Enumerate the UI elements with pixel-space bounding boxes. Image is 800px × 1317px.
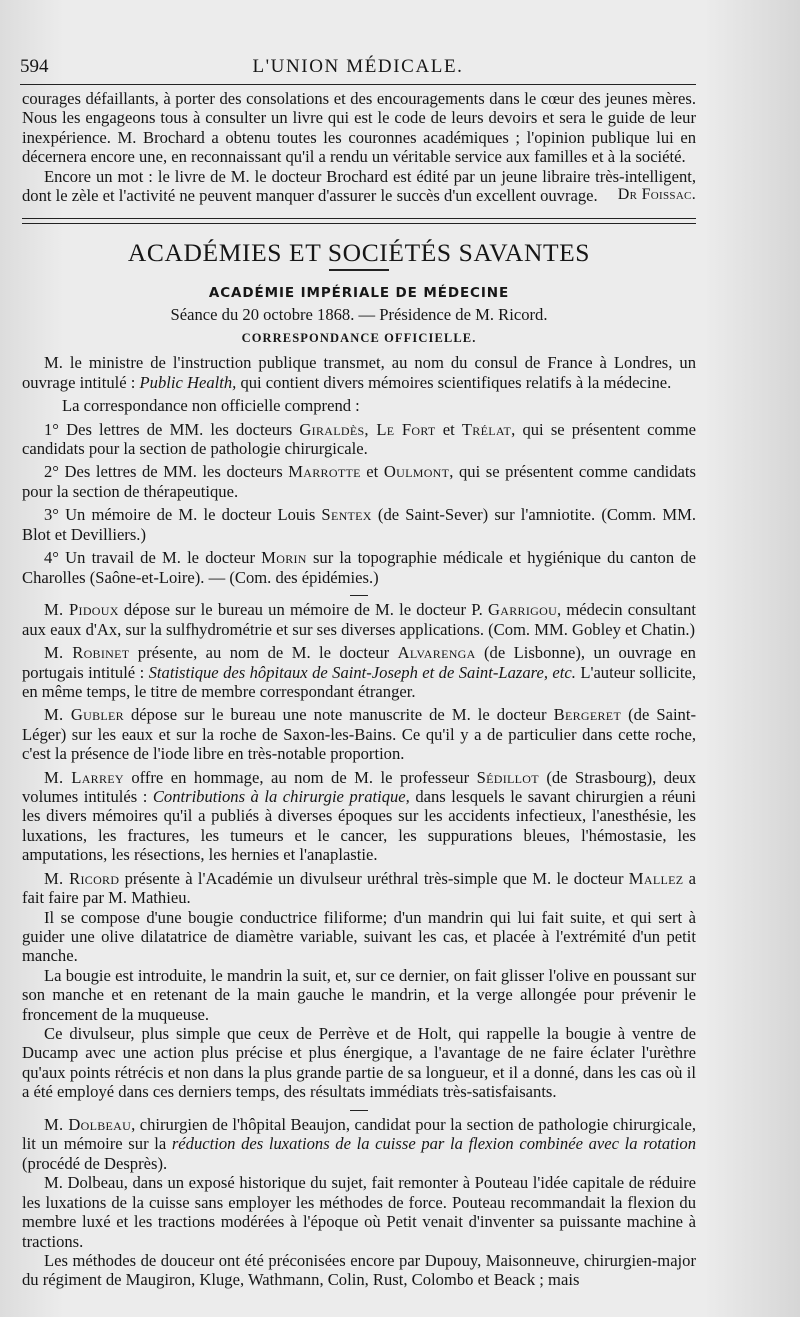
device-advantages: Ce divulseur, plus simple que ceux de Perrève et de Holt, qui rappelle la bougie à ventre de Ducamp avec une action plus précise et plus énergique, a l'avantage de ne faire éclater l'urèthre qu'aux points rétrécis et non dans la plus grande partie de sa longueur, et il a donné, dans les cas où il a été employé dans ces derniers temps, des résultats immédiats très-satisfaisants. bbox=[22, 1023, 696, 1102]
dolbeau-methods: Les méthodes de douceur ont été préconisées encore par Dupouy, Maisonneuve, chirurgien-major du régiment de Maugiron, Kluge, Wathmann, Colin, Rust, Colombo et Beack ; mais bbox=[22, 1250, 696, 1290]
minister-paragraph: M. le ministre de l'instruction publique transmet, au nom du consul de France à Londres, un ouvrage intitulé : Public Health, qui contient divers mémoires scientifiques relatifs à la médecine. bbox=[22, 353, 696, 392]
title-rule bbox=[329, 269, 389, 271]
ricord-paragraph: M. Ricord présente à l'Académie un divulseur uréthral très-simple que M. le docteur Mallez a fait faire par M. Mathieu. bbox=[22, 868, 697, 908]
device-description: Il se compose d'une bougie conductrice filiforme; d'un mandrin qui lui fait suite, et qui sert à guider une olive dilatatrice de diamètre variable, suivant les cas, et placée à l'extrémité d'un petit manche. bbox=[22, 907, 696, 966]
robinet-paragraph: M. Robinet présente, au nom de M. le docteur Alvarenga (de Lisbonne), un ouvrage en portugais intitulé : Statistique des hôpitaux de Saint-Joseph et de Saint-Lazare, etc. L'auteur sollicite, en même temps, le titre de membre correspondant étranger. bbox=[22, 643, 696, 702]
device-usage: La bougie est introduite, le mandrin la suit, et, sur ce dernier, on fait glisser l'olive en poussant sur son manche et en retenant de la main gauche le mandrin, et la verge allongée pour prévenir le froncement de la muqueuse. bbox=[22, 965, 696, 1024]
correspondence-heading: CORRESPONDANCE OFFICIELLE. bbox=[241, 331, 477, 346]
separator-rule-2 bbox=[350, 1110, 368, 1112]
running-title: L'UNION MÉDICALE. bbox=[252, 56, 464, 77]
larrey-paragraph: M. Larrey offre en hommage, au nom de M. le professeur Sédillot (de Strasbourg), deux volumes intitulés : Contributions à la chirurgie pratique, dans lesquels le savant chirurgien a réuni les divers mémoires qu'il a publiés à diverses époques sur les accidents infectieux, l'anesthésie, les luxations, les fractures, les tumeurs et le cancer, les suppurations bleues, l'hémostasie, les amputations, les résections, les hernies et l'anaplastie. bbox=[22, 767, 697, 865]
correspondence-item-2: 2° Des lettres de MM. les docteurs Marrotte et Oulmont, qui se présentent comme candidats pour la section de thérapeutique. bbox=[22, 462, 696, 501]
correspondence-item-1: 1° Des lettres de MM. les docteurs Giraldès, Le Fort et Trélat, qui se présentent comme candidats pour la section de pathologie chirurgicale. bbox=[22, 419, 696, 459]
page-number: 594 bbox=[20, 56, 49, 77]
author-signature: Dr Foissac. bbox=[617, 186, 696, 204]
dolbeau-history: M. Dolbeau, dans un exposé historique du sujet, fait remonter à Pouteau l'idée capitale de réduire les luxations de la cuisse sans employer les méthodes de force. Pouteau recommandait la flexion du membre luxé et les tractions modérées à l'époque où Petit venait d'inventer sa puissante machine à tractions. bbox=[22, 1173, 696, 1251]
correspondence-item-4: 4° Un travail de M. le docteur Morin sur la topographie médicale et hygiénique du canton de Charolles (Saône-et-Loire). — (Com. des épidémies.) bbox=[22, 548, 696, 587]
separator-rule bbox=[350, 595, 368, 597]
dolbeau-paragraph: M. Dolbeau, chirurgien de l'hôpital Beaujon, candidat pour la section de pathologie chirurgicale, lit un mémoire sur la réduction des luxations de la cuisse par la flexion combinée avec la rotation (procédé de Desprès). bbox=[22, 1115, 697, 1173]
page-content bbox=[22, 89, 696, 1290]
academy-heading: ACADÉMIE IMPÉRIALE DE MÉDECINE bbox=[208, 285, 510, 302]
section-title: ACADÉMIES ET SOCIÉTÉS SAVANTES bbox=[127, 238, 591, 268]
section-divider bbox=[22, 218, 696, 224]
nonofficial-intro: La correspondance non officielle comprend : bbox=[62, 396, 360, 416]
gubler-paragraph: M. Gubler dépose sur le bureau une note manuscrite de M. le docteur Bergeret (de Saint-Léger) sur les eaux et sur la roche de Saxon-les-Bains. Ce qu'il y a de particulier dans cette roche, c'est la présence de l'iode libre en très-notable proportion. bbox=[22, 705, 696, 764]
session-line: Séance du 20 octobre 1868. — Présidence de M. Ricord. bbox=[170, 305, 548, 325]
page-header bbox=[20, 56, 696, 85]
intro-paragraph-2: Encore un mot : le livre de M. le docteur Brochard est édité par un jeune libraire très-intelligent, dont le zèle et l'activité ne peuvent manquer d'assurer le succès d'un excellent ouvrage. bbox=[22, 166, 696, 206]
intro-paragraph: courages défaillants, à porter des consolations et des encouragements dans le cœur des jeunes mères. Nous les engageons tous à consulter un livre qui est le code de leurs devoirs et sera le guide de leur inexpérience. M. Brochard a obtenu toutes les couronnes académiques ; l'opinion publique lui en décernera encore une, en reconnaissant qu'il a rendu un véritable service aux familles et à la société. bbox=[22, 89, 696, 167]
pidoux-paragraph: M. Pidoux dépose sur le bureau un mémoire de M. le docteur P. Garrigou, médecin consultant aux eaux d'Ax, sur la sulfhydrométrie et sur ses diverses applications. (Com. MM. Gobley et Chatin.) bbox=[22, 600, 697, 639]
correspondence-item-3: 3° Un mémoire de M. le docteur Louis Sentex (de Saint-Sever) sur l'amniotite. (Comm. MM. Blot et Devilliers.) bbox=[22, 505, 696, 544]
work-title: Public Health, bbox=[139, 372, 237, 392]
